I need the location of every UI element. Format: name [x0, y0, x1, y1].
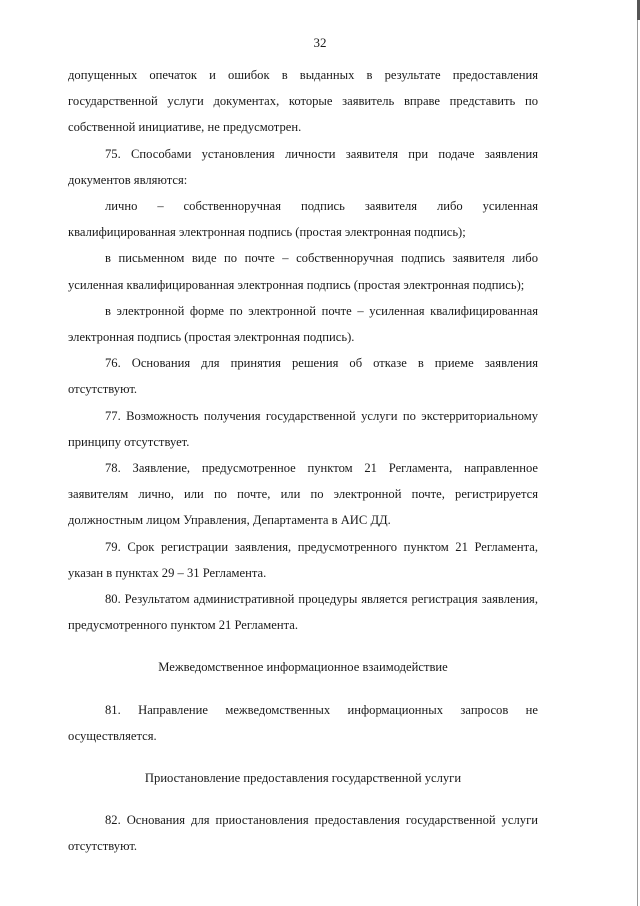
paragraph-82: 82. Основания для приостановления предоставления государственной услуги отсутствуют. — [68, 813, 538, 854]
paragraph-80: 80. Результатом административной процедуры является регистрация заявления, предусмотренного пунктом 21 Регламента. — [68, 592, 538, 633]
page-number: 32 — [313, 35, 327, 50]
paragraph-81: 81. Направление межведомственных информационных запросов не осуществляется. — [68, 702, 538, 743]
paragraph-76: 76. Основания для принятия решения об отказе в приеме заявления отсутствуют. — [68, 356, 538, 397]
document-body — [68, 62, 538, 860]
paragraph-75-item-personal: лично – собственноручная подпись заявителя либо усиленная квалифицированная электронная подпись (простая электронная подпись); — [68, 199, 538, 240]
scan-edge — [637, 0, 638, 906]
paragraph-75-item-email: в электронной форме по электронной почте – усиленная квалифицированная электронная подпись (простая электронная подпись). — [68, 303, 538, 345]
paragraph-75-item-mail: в письменном виде по почте – собственноручная подпись заявителя либо усиленная квалифицированная электронная подпись (простая электронная подпись); — [68, 251, 538, 292]
paragraph-continuation: допущенных опечаток и ошибок в выданных в результате предоставления государственной услуги документах, которые заявитель вправе представить по собственной инициативе, не предусмотрен. — [68, 68, 538, 135]
paragraph-75: 75. Способами установления личности заявителя при подаче заявления документов являются: — [68, 146, 538, 187]
paragraph-78: 78. Заявление, предусмотренное пунктом 21 Регламента, направленное заявителям лично, или по почте, или по электронной почте, регистрируется должностным лицом Управления, Департамента в АИС ДД. — [68, 461, 538, 528]
section-heading-suspension: Приостановление предоставления государственной услуги — [144, 771, 462, 786]
paragraph-77: 77. Возможность получения государственной услуги по экстерриториальному принципу отсутствует. — [68, 408, 538, 449]
section-heading-interagency: Межведомственное информационное взаимодействие — [158, 660, 448, 675]
paragraph-79: 79. Срок регистрации заявления, предусмотренного пунктом 21 Регламента, указан в пунктах 29 – 31 Регламента. — [68, 539, 538, 580]
